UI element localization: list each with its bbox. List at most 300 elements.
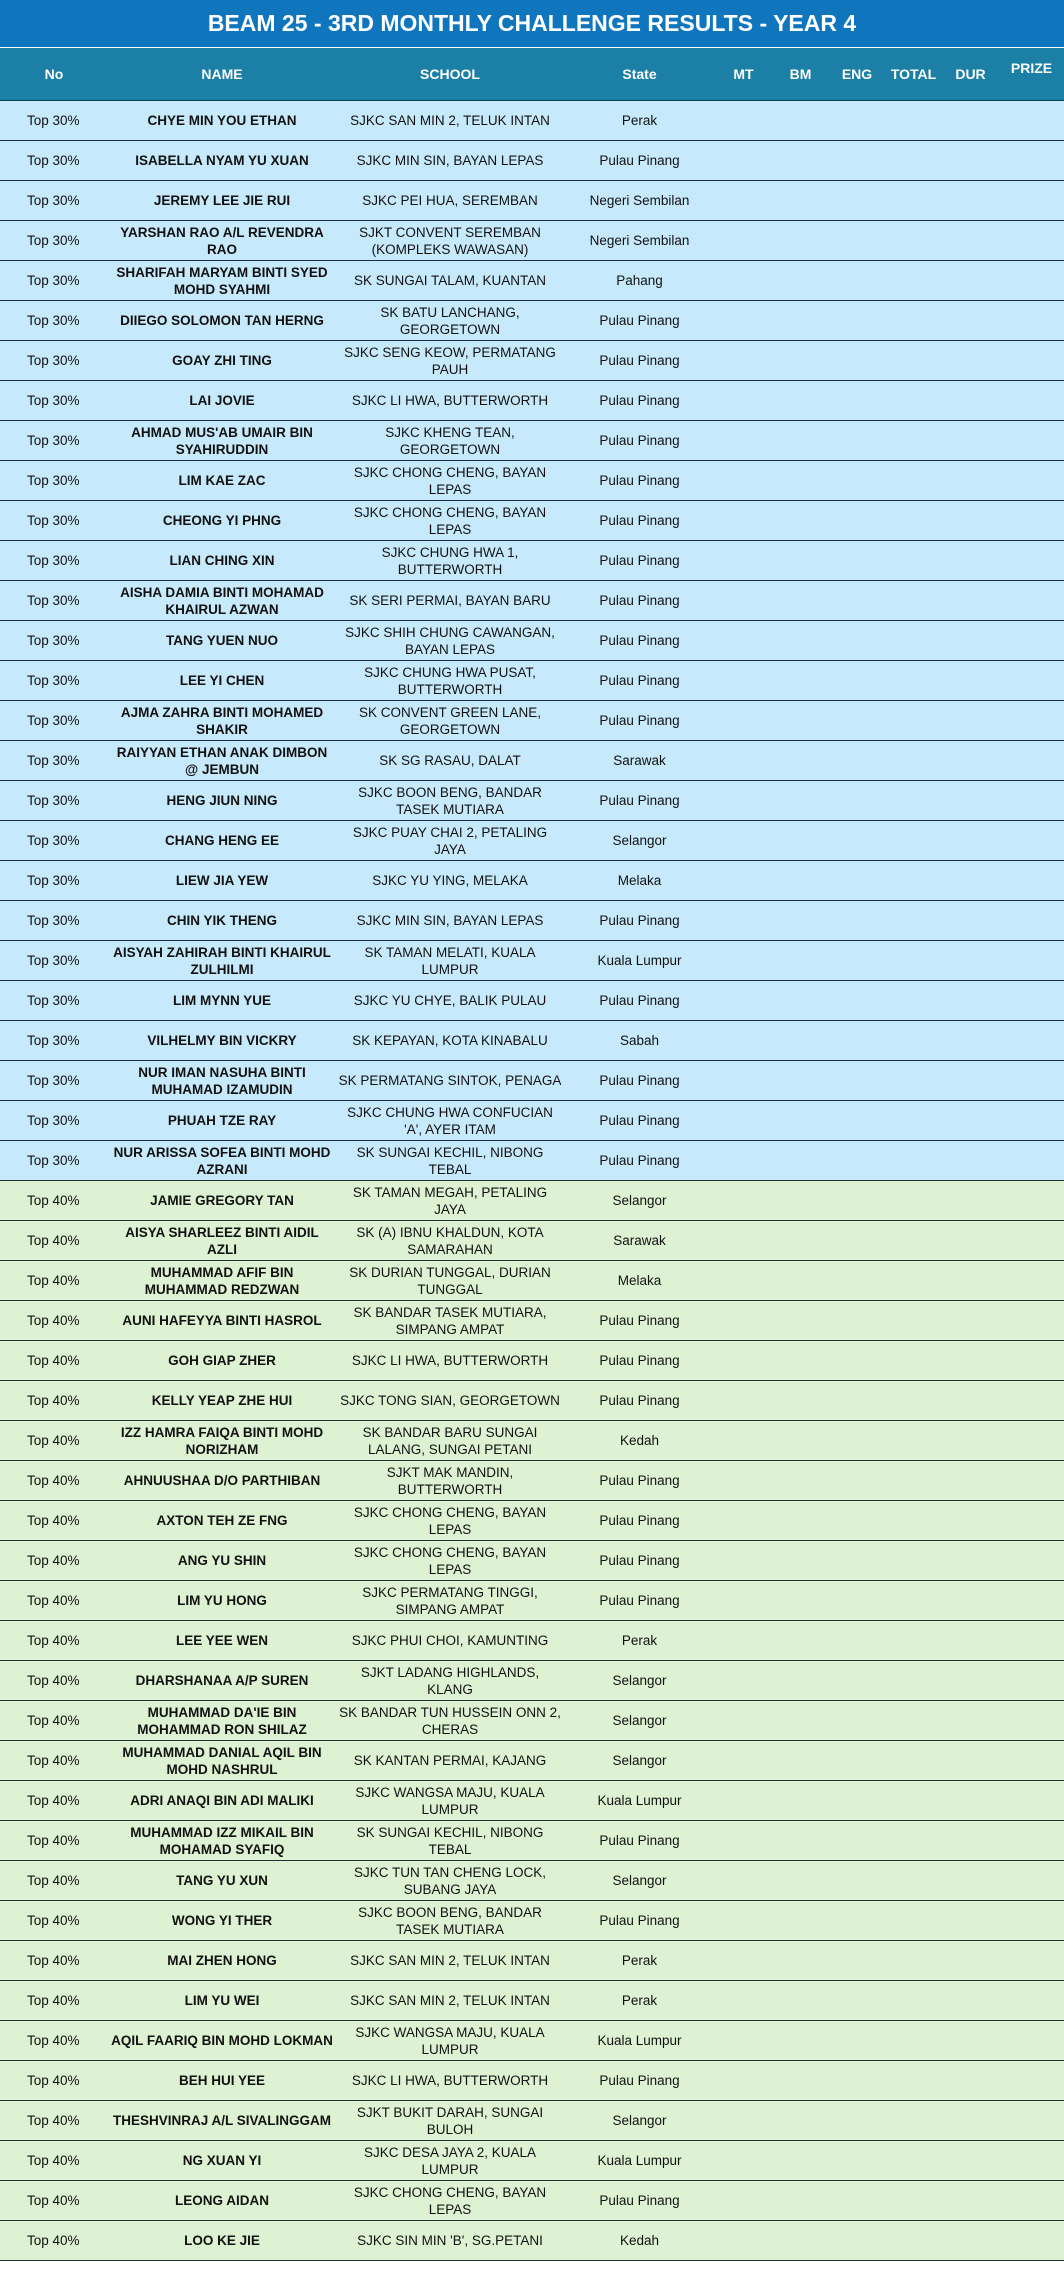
row-mt	[715, 1821, 772, 1861]
row-prize	[999, 1381, 1064, 1421]
row-mt	[715, 2061, 772, 2101]
row-state: Pulau Pinang	[564, 301, 715, 341]
row-dur	[942, 1501, 999, 1541]
row-state: Pulau Pinang	[564, 1061, 715, 1101]
row-prize	[999, 1061, 1064, 1101]
row-name: HENG JIUN NING	[108, 781, 336, 821]
row-category: Top 30%	[0, 541, 108, 581]
row-bm	[772, 741, 829, 781]
row-bm	[772, 141, 829, 181]
row-dur	[942, 661, 999, 701]
row-eng	[829, 1501, 885, 1541]
row-total	[885, 141, 942, 181]
row-name: GOAY ZHI TING	[108, 341, 336, 381]
row-state: Kuala Lumpur	[564, 1781, 715, 1821]
row-mt	[715, 941, 772, 981]
row-state: Pulau Pinang	[564, 1501, 715, 1541]
row-mt	[715, 501, 772, 541]
table-row	[0, 661, 1064, 701]
row-name: CHIN YIK THENG	[108, 901, 336, 941]
row-dur	[942, 1581, 999, 1621]
row-category: Top 30%	[0, 101, 108, 141]
row-mt	[715, 1701, 772, 1741]
header-bm: BM	[772, 48, 829, 101]
row-state: Selangor	[564, 1741, 715, 1781]
row-prize	[999, 461, 1064, 501]
row-total	[885, 181, 942, 221]
row-state: Perak	[564, 101, 715, 141]
row-school: SK SUNGAI TALAM, KUANTAN	[336, 261, 564, 301]
row-eng	[829, 1021, 885, 1061]
row-state: Pulau Pinang	[564, 1301, 715, 1341]
row-total	[885, 2061, 942, 2101]
row-state: Pulau Pinang	[564, 461, 715, 501]
row-category: Top 40%	[0, 1661, 108, 1701]
row-bm	[772, 1341, 829, 1381]
row-school: SJKC CHUNG HWA CONFUCIAN 'A', AYER ITAM	[336, 1101, 564, 1141]
row-bm	[772, 101, 829, 141]
row-name: WONG YI THER	[108, 1901, 336, 1941]
row-dur	[942, 1221, 999, 1261]
row-state: Pulau Pinang	[564, 781, 715, 821]
row-state: Pulau Pinang	[564, 1341, 715, 1381]
row-school: SK BANDAR TASEK MUTIARA, SIMPANG AMPAT	[336, 1301, 564, 1341]
row-eng	[829, 621, 885, 661]
table-row	[0, 101, 1064, 141]
row-school: SJKC BOON BENG, BANDAR TASEK MUTIARA	[336, 781, 564, 821]
row-name: RAIYYAN ETHAN ANAK DIMBON @ JEMBUN	[108, 741, 336, 781]
row-name: CHANG HENG EE	[108, 821, 336, 861]
row-eng	[829, 1141, 885, 1181]
row-category: Top 40%	[0, 1781, 108, 1821]
row-state: Perak	[564, 1941, 715, 1981]
row-school: SJKT BUKIT DARAH, SUNGAI BULOH	[336, 2101, 564, 2141]
row-category: Top 40%	[0, 2101, 108, 2141]
row-bm	[772, 1741, 829, 1781]
table-row	[0, 1021, 1064, 1061]
row-school: SK DURIAN TUNGGAL, DURIAN TUNGGAL	[336, 1261, 564, 1301]
row-prize	[999, 381, 1064, 421]
row-school: SJKC DESA JAYA 2, KUALA LUMPUR	[336, 2141, 564, 2181]
row-state: Selangor	[564, 1861, 715, 1901]
row-bm	[772, 421, 829, 461]
table-row	[0, 2221, 1064, 2261]
row-dur	[942, 1781, 999, 1821]
row-name: AISYAH ZAHIRAH BINTI KHAIRUL ZULHILMI	[108, 941, 336, 981]
row-mt	[715, 1101, 772, 1141]
row-prize	[999, 1461, 1064, 1501]
row-state: Pulau Pinang	[564, 1581, 715, 1621]
row-total	[885, 1941, 942, 1981]
row-name: DIIEGO SOLOMON TAN HERNG	[108, 301, 336, 341]
row-mt	[715, 741, 772, 781]
table-row	[0, 1061, 1064, 1101]
row-school: SJKC LI HWA, BUTTERWORTH	[336, 381, 564, 421]
row-bm	[772, 2101, 829, 2141]
row-school: SK TAMAN MELATI, KUALA LUMPUR	[336, 941, 564, 981]
row-total	[885, 741, 942, 781]
row-eng	[829, 1901, 885, 1941]
row-total	[885, 261, 942, 301]
row-school: SK TAMAN MEGAH, PETALING JAYA	[336, 1181, 564, 1221]
row-school: SJKT CONVENT SEREMBAN (KOMPLEKS WAWASAN)	[336, 221, 564, 261]
row-eng	[829, 701, 885, 741]
row-prize	[999, 1941, 1064, 1981]
row-prize	[999, 341, 1064, 381]
row-dur	[942, 421, 999, 461]
row-state: Kedah	[564, 1421, 715, 1461]
row-bm	[772, 1421, 829, 1461]
row-name: AHMAD MUS'AB UMAIR BIN SYAHIRUDDIN	[108, 421, 336, 461]
row-mt	[715, 2141, 772, 2181]
table-row	[0, 1661, 1064, 1701]
row-dur	[942, 2221, 999, 2261]
row-dur	[942, 1021, 999, 1061]
row-total	[885, 661, 942, 701]
row-school: SK BANDAR BARU SUNGAI LALANG, SUNGAI PETANI	[336, 1421, 564, 1461]
row-school: SJKC SIN MIN 'B', SG.PETANI	[336, 2221, 564, 2261]
table-body	[0, 101, 1064, 2261]
row-state: Melaka	[564, 1261, 715, 1301]
row-eng	[829, 901, 885, 941]
table-row	[0, 1341, 1064, 1381]
row-total	[885, 1821, 942, 1861]
row-name: TANG YU XUN	[108, 1861, 336, 1901]
row-total	[885, 1341, 942, 1381]
header-mt: MT	[715, 48, 772, 101]
row-name: ANG YU SHIN	[108, 1541, 336, 1581]
row-state: Pulau Pinang	[564, 1541, 715, 1581]
row-prize	[999, 981, 1064, 1021]
row-dur	[942, 181, 999, 221]
row-prize	[999, 1141, 1064, 1181]
row-mt	[715, 1541, 772, 1581]
table-row	[0, 1101, 1064, 1141]
row-bm	[772, 2221, 829, 2261]
table-row	[0, 1221, 1064, 1261]
row-total	[885, 301, 942, 341]
row-bm	[772, 541, 829, 581]
row-prize	[999, 1701, 1064, 1741]
row-mt	[715, 1901, 772, 1941]
row-prize	[999, 2101, 1064, 2141]
row-eng	[829, 421, 885, 461]
row-bm	[772, 661, 829, 701]
row-category: Top 30%	[0, 661, 108, 701]
row-school: SK SUNGAI KECHIL, NIBONG TEBAL	[336, 1141, 564, 1181]
row-name: TANG YUEN NUO	[108, 621, 336, 661]
row-prize	[999, 781, 1064, 821]
row-total	[885, 1541, 942, 1581]
row-mt	[715, 1461, 772, 1501]
row-bm	[772, 341, 829, 381]
row-category: Top 40%	[0, 2141, 108, 2181]
row-prize	[999, 701, 1064, 741]
row-bm	[772, 1021, 829, 1061]
row-total	[885, 1461, 942, 1501]
row-eng	[829, 661, 885, 701]
row-name: ADRI ANAQI BIN ADI MALIKI	[108, 1781, 336, 1821]
row-category: Top 40%	[0, 1821, 108, 1861]
row-mt	[715, 1581, 772, 1621]
row-category: Top 30%	[0, 141, 108, 181]
row-bm	[772, 1181, 829, 1221]
row-state: Pulau Pinang	[564, 701, 715, 741]
row-prize	[999, 261, 1064, 301]
table-row	[0, 1701, 1064, 1741]
row-total	[885, 1181, 942, 1221]
row-mt	[715, 581, 772, 621]
table-row	[0, 621, 1064, 661]
row-state: Selangor	[564, 1701, 715, 1741]
row-school: SJKT MAK MANDIN, BUTTERWORTH	[336, 1461, 564, 1501]
row-category: Top 40%	[0, 1181, 108, 1221]
row-name: BEH HUI YEE	[108, 2061, 336, 2101]
row-category: Top 30%	[0, 421, 108, 461]
row-bm	[772, 2181, 829, 2221]
table-row	[0, 1301, 1064, 1341]
row-school: SJKC PERMATANG TINGGI, SIMPANG AMPAT	[336, 1581, 564, 1621]
row-total	[885, 221, 942, 261]
row-category: Top 40%	[0, 1701, 108, 1741]
row-eng	[829, 1781, 885, 1821]
table-row	[0, 301, 1064, 341]
row-prize	[999, 1221, 1064, 1261]
row-eng	[829, 1541, 885, 1581]
row-prize	[999, 581, 1064, 621]
row-state: Negeri Sembilan	[564, 221, 715, 261]
row-name: AQIL FAARIQ BIN MOHD LOKMAN	[108, 2021, 336, 2061]
row-mt	[715, 341, 772, 381]
row-mt	[715, 1661, 772, 1701]
row-bm	[772, 1621, 829, 1661]
row-prize	[999, 221, 1064, 261]
row-bm	[772, 821, 829, 861]
table-row	[0, 981, 1064, 1021]
row-category: Top 30%	[0, 381, 108, 421]
table-row	[0, 141, 1064, 181]
row-prize	[999, 1021, 1064, 1061]
row-category: Top 30%	[0, 1061, 108, 1101]
row-mt	[715, 1261, 772, 1301]
row-dur	[942, 1621, 999, 1661]
row-name: LEE YEE WEN	[108, 1621, 336, 1661]
table-row	[0, 1381, 1064, 1421]
row-category: Top 30%	[0, 901, 108, 941]
results-table	[0, 48, 1064, 2261]
row-state: Pulau Pinang	[564, 981, 715, 1021]
row-total	[885, 2021, 942, 2061]
row-school: SK KEPAYAN, KOTA KINABALU	[336, 1021, 564, 1061]
row-state: Sarawak	[564, 741, 715, 781]
row-mt	[715, 141, 772, 181]
row-school: SK (A) IBNU KHALDUN, KOTA SAMARAHAN	[336, 1221, 564, 1261]
row-dur	[942, 741, 999, 781]
header-school: SCHOOL	[336, 48, 564, 101]
row-dur	[942, 501, 999, 541]
row-name: MUHAMMAD DA'IE BIN MOHAMMAD RON SHILAZ	[108, 1701, 336, 1741]
row-total	[885, 1581, 942, 1621]
table-row	[0, 861, 1064, 901]
row-prize	[999, 421, 1064, 461]
table-row	[0, 2061, 1064, 2101]
row-dur	[942, 1901, 999, 1941]
row-school: SJKC CHONG CHENG, BAYAN LEPAS	[336, 501, 564, 541]
row-total	[885, 1141, 942, 1181]
row-name: JEREMY LEE JIE RUI	[108, 181, 336, 221]
row-bm	[772, 2141, 829, 2181]
row-total	[885, 421, 942, 461]
row-category: Top 30%	[0, 621, 108, 661]
table-row	[0, 501, 1064, 541]
row-total	[885, 781, 942, 821]
row-category: Top 40%	[0, 1541, 108, 1581]
row-total	[885, 1861, 942, 1901]
table-row	[0, 741, 1064, 781]
row-school: SJKC MIN SIN, BAYAN LEPAS	[336, 141, 564, 181]
row-eng	[829, 1341, 885, 1381]
row-eng	[829, 461, 885, 501]
row-state: Selangor	[564, 821, 715, 861]
row-name: AHNUUSHAA D/O PARTHIBAN	[108, 1461, 336, 1501]
row-mt	[715, 381, 772, 421]
row-mt	[715, 2021, 772, 2061]
row-name: CHYE MIN YOU ETHAN	[108, 101, 336, 141]
row-school: SJKC YU CHYE, BALIK PULAU	[336, 981, 564, 1021]
row-mt	[715, 781, 772, 821]
row-eng	[829, 541, 885, 581]
row-name: LOO KE JIE	[108, 2221, 336, 2261]
table-row	[0, 1541, 1064, 1581]
row-state: Kuala Lumpur	[564, 2021, 715, 2061]
row-prize	[999, 541, 1064, 581]
row-prize	[999, 2021, 1064, 2061]
row-total	[885, 1661, 942, 1701]
row-category: Top 30%	[0, 301, 108, 341]
row-dur	[942, 1421, 999, 1461]
row-dur	[942, 1381, 999, 1421]
row-category: Top 40%	[0, 2181, 108, 2221]
row-bm	[772, 581, 829, 621]
row-category: Top 30%	[0, 781, 108, 821]
row-eng	[829, 261, 885, 301]
row-school: SJKC TONG SIAN, GEORGETOWN	[336, 1381, 564, 1421]
row-prize	[999, 141, 1064, 181]
row-mt	[715, 2221, 772, 2261]
row-dur	[942, 301, 999, 341]
row-category: Top 40%	[0, 2221, 108, 2261]
row-dur	[942, 2021, 999, 2061]
row-eng	[829, 1181, 885, 1221]
row-school: SJKC WANGSA MAJU, KUALA LUMPUR	[336, 1781, 564, 1821]
row-state: Pahang	[564, 261, 715, 301]
row-state: Kuala Lumpur	[564, 941, 715, 981]
row-dur	[942, 381, 999, 421]
row-state: Selangor	[564, 1181, 715, 1221]
row-state: Pulau Pinang	[564, 141, 715, 181]
row-state: Negeri Sembilan	[564, 181, 715, 221]
row-eng	[829, 2101, 885, 2141]
header-no: No	[0, 48, 108, 101]
header-prize: PRIZE	[999, 48, 1064, 101]
row-mt	[715, 861, 772, 901]
row-dur	[942, 2061, 999, 2101]
row-eng	[829, 1301, 885, 1341]
table-row	[0, 341, 1064, 381]
row-category: Top 30%	[0, 261, 108, 301]
row-mt	[715, 261, 772, 301]
row-mt	[715, 2101, 772, 2141]
row-name: VILHELMY BIN VICKRY	[108, 1021, 336, 1061]
row-total	[885, 941, 942, 981]
row-name: LIM YU WEI	[108, 1981, 336, 2021]
row-name: LIAN CHING XIN	[108, 541, 336, 581]
row-school: SJKC CHUNG HWA 1, BUTTERWORTH	[336, 541, 564, 581]
row-category: Top 40%	[0, 1461, 108, 1501]
row-prize	[999, 181, 1064, 221]
row-dur	[942, 581, 999, 621]
row-name: MAI ZHEN HONG	[108, 1941, 336, 1981]
row-bm	[772, 1941, 829, 1981]
row-prize	[999, 1861, 1064, 1901]
row-school: SK BATU LANCHANG, GEORGETOWN	[336, 301, 564, 341]
row-prize	[999, 1541, 1064, 1581]
row-bm	[772, 2061, 829, 2101]
row-eng	[829, 781, 885, 821]
row-category: Top 30%	[0, 741, 108, 781]
row-dur	[942, 101, 999, 141]
row-bm	[772, 1661, 829, 1701]
row-dur	[942, 1941, 999, 1981]
table-row	[0, 1421, 1064, 1461]
row-bm	[772, 221, 829, 261]
row-dur	[942, 821, 999, 861]
row-school: SJKC CHONG CHENG, BAYAN LEPAS	[336, 2181, 564, 2221]
table-row	[0, 821, 1064, 861]
row-bm	[772, 861, 829, 901]
row-name: LAI JOVIE	[108, 381, 336, 421]
row-category: Top 40%	[0, 1221, 108, 1261]
row-category: Top 40%	[0, 1581, 108, 1621]
row-school: SK BANDAR TUN HUSSEIN ONN 2, CHERAS	[336, 1701, 564, 1741]
row-mt	[715, 1741, 772, 1781]
row-category: Top 30%	[0, 821, 108, 861]
row-prize	[999, 661, 1064, 701]
row-category: Top 40%	[0, 2021, 108, 2061]
table-row	[0, 461, 1064, 501]
row-state: Pulau Pinang	[564, 421, 715, 461]
table-row	[0, 1501, 1064, 1541]
page-title: BEAM 25 - 3RD MONTHLY CHALLENGE RESULTS - YEAR 4	[0, 0, 1064, 48]
row-mt	[715, 1941, 772, 1981]
row-school: SK SG RASAU, DALAT	[336, 741, 564, 781]
row-name: AISYA SHARLEEZ BINTI AIDIL AZLI	[108, 1221, 336, 1261]
row-mt	[715, 621, 772, 661]
row-total	[885, 1621, 942, 1661]
row-bm	[772, 1701, 829, 1741]
row-mt	[715, 301, 772, 341]
row-eng	[829, 1461, 885, 1501]
row-total	[885, 701, 942, 741]
row-total	[885, 1301, 942, 1341]
table-row	[0, 2021, 1064, 2061]
row-state: Pulau Pinang	[564, 661, 715, 701]
row-bm	[772, 1381, 829, 1421]
row-category: Top 40%	[0, 1261, 108, 1301]
row-bm	[772, 181, 829, 221]
table-row	[0, 1581, 1064, 1621]
table-row	[0, 221, 1064, 261]
